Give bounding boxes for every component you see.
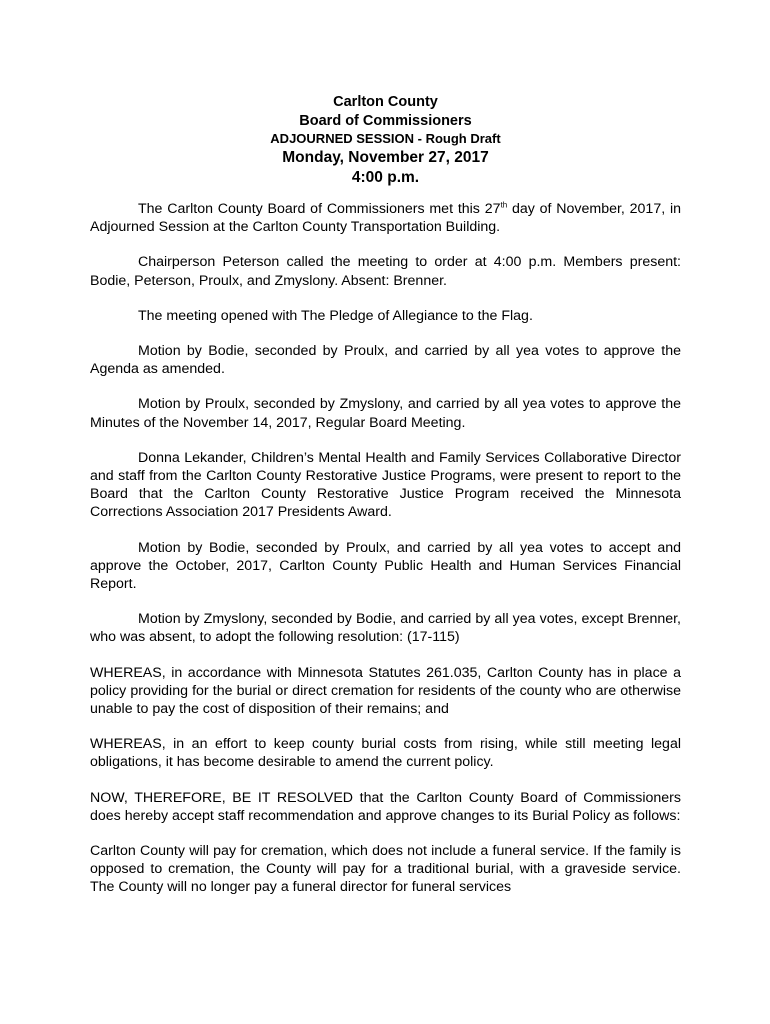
paragraph-whereas-1: WHEREAS, in accordance with Minnesota Statutes 261.035, Carlton County has in place a policy providing for the burial or direct cremation for residents of the county who are otherwise unable to pay the cost of disposition of their remains; and (90, 664, 681, 718)
paragraph-agenda-motion: Motion by Bodie, seconded by Proulx, and carried by all yea votes to approve the Agenda as amended. (90, 343, 681, 378)
paragraph-restorative-justice: Donna Lekander, Children’s Mental Health and Family Services Collaborative Director and staff from the Carlton County Restorative Justice Programs, were present to report to the Board that the Carlton County Restorative Justice Program received the Minnesota Corrections Association 2017 Presidents Award. (90, 449, 681, 521)
intro-text-b: day of November, 2017, in Adjourned Session at the Carlton County Transportation Building. (90, 201, 681, 236)
paragraph-resolved: NOW, THEREFORE, BE IT RESOLVED that the Carlton County Board of Commissioners does hereby accept staff recommendation and approve changes to its Burial Policy as follows: (90, 789, 681, 824)
paragraph-pledge: The meeting opened with The Pledge of Allegiance to the Flag. (138, 307, 533, 324)
board-title: Board of Commissioners (299, 112, 472, 129)
intro-text-a: The Carlton County Board of Commissioners met this 27 (138, 201, 501, 217)
paragraph-whereas-2: WHEREAS, in an effort to keep county burial costs from rising, while still meeting legal obligations, it has become desirable to amend the current policy. (90, 736, 681, 771)
session-title: ADJOURNED SESSION - Rough Draft (270, 131, 501, 146)
paragraph-call-to-order: Chairperson Peterson called the meeting to order at 4:00 p.m. Members present: Bodie, Peterson, Proulx, and Zmyslony. Absent: Brenner. (90, 254, 681, 289)
paragraph-burial-policy: Carlton County will pay for cremation, which does not include a funeral service. If the family is opposed to cremation, the County will pay for a traditional burial, with a graveside service. The County will no longer pay a funeral director for funeral services (90, 843, 681, 896)
county-title: Carlton County (333, 94, 438, 110)
meeting-time: 4:00 p.m. (351, 169, 420, 186)
ordinal-suffix: th (500, 200, 508, 210)
paragraph-financial-report: Motion by Bodie, seconded by Proulx, and carried by all yea votes to accept and approve the October, 2017, Carlton County Public Health and Human Services Financial Report. (90, 539, 681, 593)
document-page (90, 93, 681, 914)
document-header (90, 93, 681, 188)
paragraph-resolution-motion: Motion by Zmyslony, seconded by Bodie, and carried by all yea votes, except Brenner, who was absent, to adopt the following resolution: (17-115) (90, 611, 681, 646)
paragraph-meeting-intro (90, 200, 681, 236)
paragraph-minutes-motion: Motion by Proulx, seconded by Zmyslony, and carried by all yea votes to approve the Minutes of the November 14, 2017, Regular Board Meeting. (90, 396, 681, 431)
meeting-date: Monday, November 27, 2017 (282, 149, 489, 166)
